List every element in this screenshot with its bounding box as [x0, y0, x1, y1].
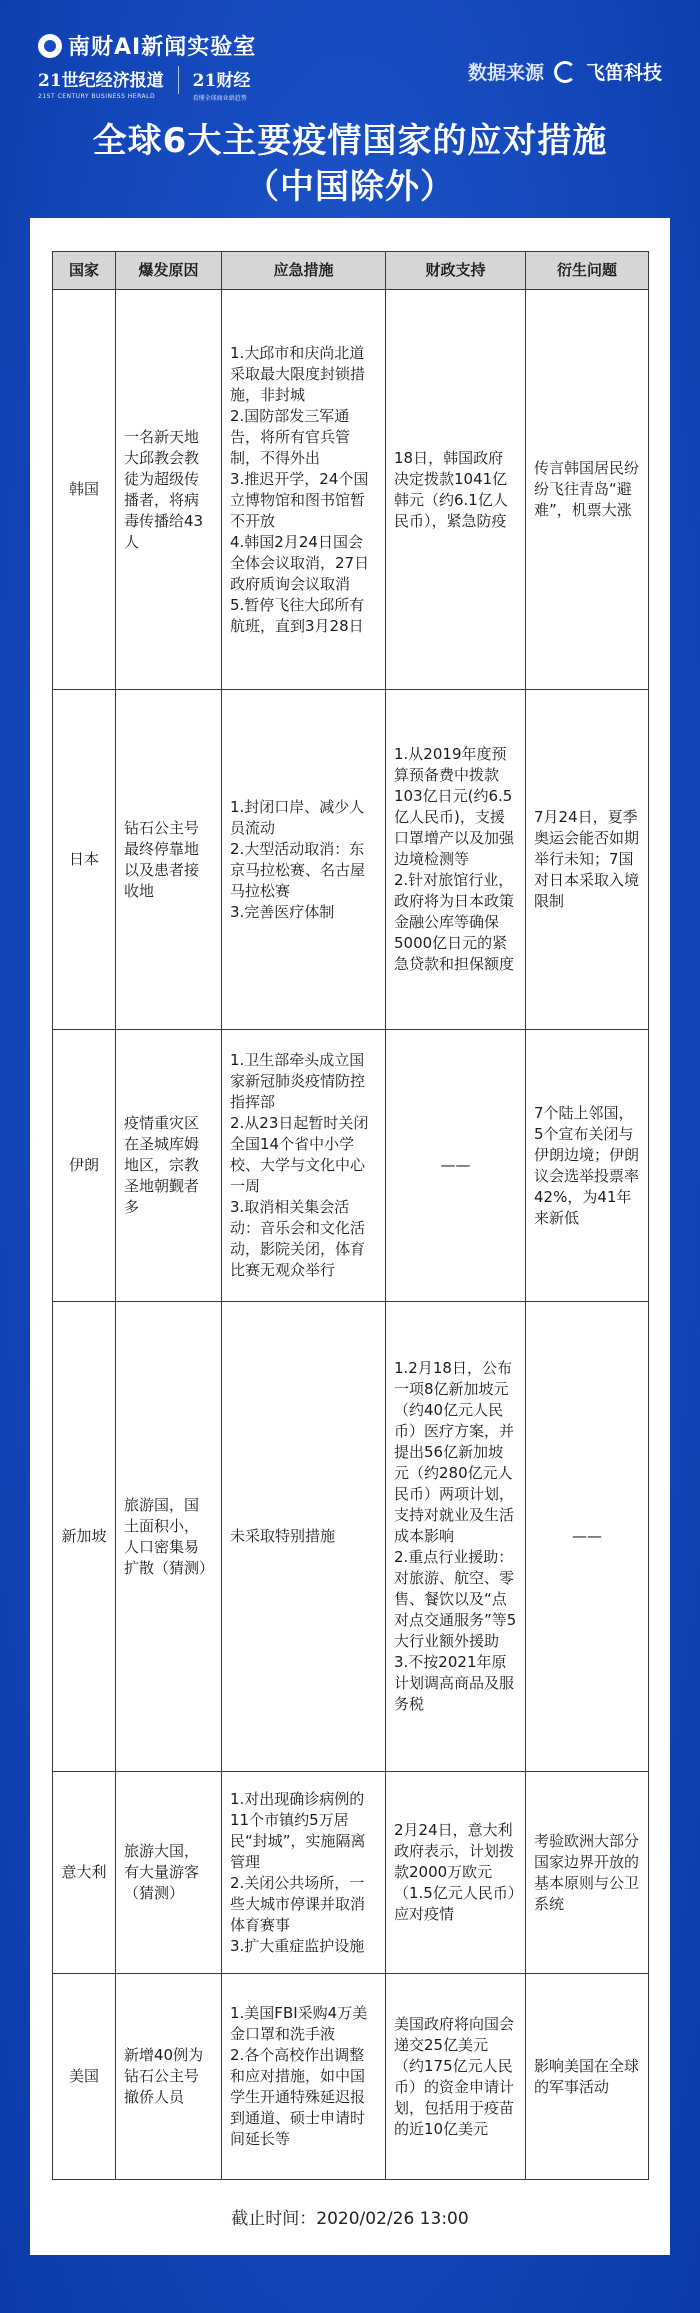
measures-cell: 1.卫生部牵头成立国家新冠肺炎疫情防控指挥部 2.从23日起暂时关闭全国14个省中小学校、大学与文化中心一周 3.取消相关集会活动：音乐会和文化活动，影院关闭，体育比赛无观众举行	[222, 1030, 386, 1302]
publisher-logo-a-en: 21ST CENTURY BUSINESS HERALD	[38, 93, 156, 100]
measures-table	[52, 251, 649, 2180]
publisher-logos	[38, 66, 250, 102]
logo-divider	[178, 66, 179, 94]
column-header-country: 国家	[53, 252, 116, 290]
table-row	[53, 690, 649, 1030]
data-source-label: 数据来源	[467, 62, 544, 84]
header	[0, 0, 700, 120]
page-title-line-2: （中国除外）	[245, 167, 455, 207]
fiscal-cell: ——	[386, 1030, 526, 1302]
cutoff-time	[30, 2204, 670, 2229]
country-cell: 美国	[53, 1974, 116, 2180]
feidi-logo-icon	[554, 61, 576, 83]
publisher-logo-a	[38, 66, 164, 100]
publisher-logo-b	[193, 66, 251, 102]
country-cell: 韩国	[53, 290, 116, 690]
issues-cell: 7个陆上邻国，5个宣布关闭与伊朗边境；伊朗议会选举投票率42%，为41年来新低	[526, 1030, 649, 1302]
measures-cell: 未采取特别措施	[222, 1302, 386, 1772]
lab-logo-icon	[38, 34, 62, 58]
page-title-line-1: 全球6大主要疫情国家的应对措施	[92, 121, 608, 161]
column-header-measures: 应急措施	[222, 252, 386, 290]
table-row	[53, 290, 649, 690]
country-cell: 新加坡	[53, 1302, 116, 1772]
issues-cell: 7月24日，夏季奥运会能否如期举行未知；7国对日本采取入境限制	[526, 690, 649, 1030]
cutoff-time-value: 2020/02/26 13:00	[316, 2209, 469, 2229]
lab-name: 南财AI新闻实验室	[68, 35, 257, 60]
country-cell: 伊朗	[53, 1030, 116, 1302]
lab-logo	[38, 30, 256, 61]
measures-cell: 1.大邱市和庆尚北道采取最大限度封锁措施，非封城 2.国防部发三军通告，将所有官兵管制，不得外出 3.推迟开学，24个国立博物馆和图书馆暂不开放 4.韩国2月24日国会全体会议取消，27日政府质询会议取消 5.暂停飞往大邱所有航班，直到3月28日	[222, 290, 386, 690]
fiscal-cell: 美国政府将向国会递交25亿美元（约175亿元人民币）的资金申请计划，包括用于疫苗的近10亿美元	[386, 1974, 526, 2180]
content-card	[30, 218, 670, 2255]
publisher-logo-b-en: 看懂全球商业新趋势	[192, 95, 247, 102]
fiscal-cell: 1.2月18日，公布一项8亿新加坡元（约40亿元人民币）医疗方案，并提出56亿新加坡元（约280亿元人民币）两项计划，支持对就业及生活成本影响 2.重点行业援助：对旅游、航空、零售、餐饮以及“点对点交通服务”等5大行业额外援助 3.不按2021年原计划调高商品及服务税	[386, 1302, 526, 1772]
table-row	[53, 1030, 649, 1302]
country-cell: 意大利	[53, 1772, 116, 1974]
column-header-cause: 爆发原因	[116, 252, 222, 290]
publisher-logo-a-name: 21世纪经济报道	[38, 71, 164, 91]
cause-cell: 钻石公主号最终停靠地以及患者接收地	[116, 690, 222, 1030]
country-cell: 日本	[53, 690, 116, 1030]
table-row	[53, 1302, 649, 1772]
measures-cell: 1.对出现确诊病例的11个市镇约5万居民“封城”，实施隔离管理 2.关闭公共场所，一些大城市停课并取消体育赛事 3.扩大重症监护设施	[222, 1772, 386, 1974]
fiscal-cell: 2月24日，意大利政府表示，计划拨款2000万欧元（1.5亿元人民币）应对疫情	[386, 1772, 526, 1974]
cause-cell: 疫情重灾区在圣城库姆地区，宗教圣地朝觐者多	[116, 1030, 222, 1302]
page-title	[0, 118, 700, 210]
table-header-row	[53, 252, 649, 290]
column-header-fiscal: 财政支持	[386, 252, 526, 290]
issues-cell: 影响美国在全球的军事活动	[526, 1974, 649, 2180]
issues-cell: ——	[526, 1302, 649, 1772]
issues-cell: 考验欧洲大部分国家边界开放的基本原则与公卫系统	[526, 1772, 649, 1974]
data-source	[468, 58, 662, 85]
measures-cell: 1.美国FBI采购4万美金口罩和洗手液 2.各个高校作出调整和应对措施，如中国学生开通特殊延迟报到通道、硕士申请时间延长等	[222, 1974, 386, 2180]
column-header-issues: 衍生问题	[526, 252, 649, 290]
cause-cell: 旅游大国，有大量游客（猜测）	[116, 1772, 222, 1974]
data-source-brand: 飞笛科技	[585, 62, 662, 84]
fiscal-cell: 1.从2019年度预算预备费中拨款103亿日元(约6.5亿人民币)，支援口罩增产以及加强边境检测等 2.针对旅馆行业，政府将为日本政策金融公库等确保5000亿日元的紧急贷款和担保额度	[386, 690, 526, 1030]
publisher-logo-b-name: 21财经	[192, 71, 251, 91]
table-row	[53, 1772, 649, 1974]
issues-cell: 传言韩国居民纷纷飞往青岛“避难”，机票大涨	[526, 290, 649, 690]
cause-cell: 新增40例为钻石公主号撤侨人员	[116, 1974, 222, 2180]
fiscal-cell: 18日，韩国政府决定拨款1041亿韩元（约6.1亿人民币），紧急防疫	[386, 290, 526, 690]
measures-cell: 1.封闭口岸、减少人员流动 2.大型活动取消：东京马拉松赛、名古屋马拉松赛 3.完善医疗体制	[222, 690, 386, 1030]
cutoff-time-label: 截止时间：	[231, 2209, 317, 2229]
cause-cell: 旅游国，国土面积小，人口密集易扩散（猜测）	[116, 1302, 222, 1772]
cause-cell: 一名新天地大邱教会教徒为超级传播者，将病毒传播给43人	[116, 290, 222, 690]
table-row	[53, 1974, 649, 2180]
